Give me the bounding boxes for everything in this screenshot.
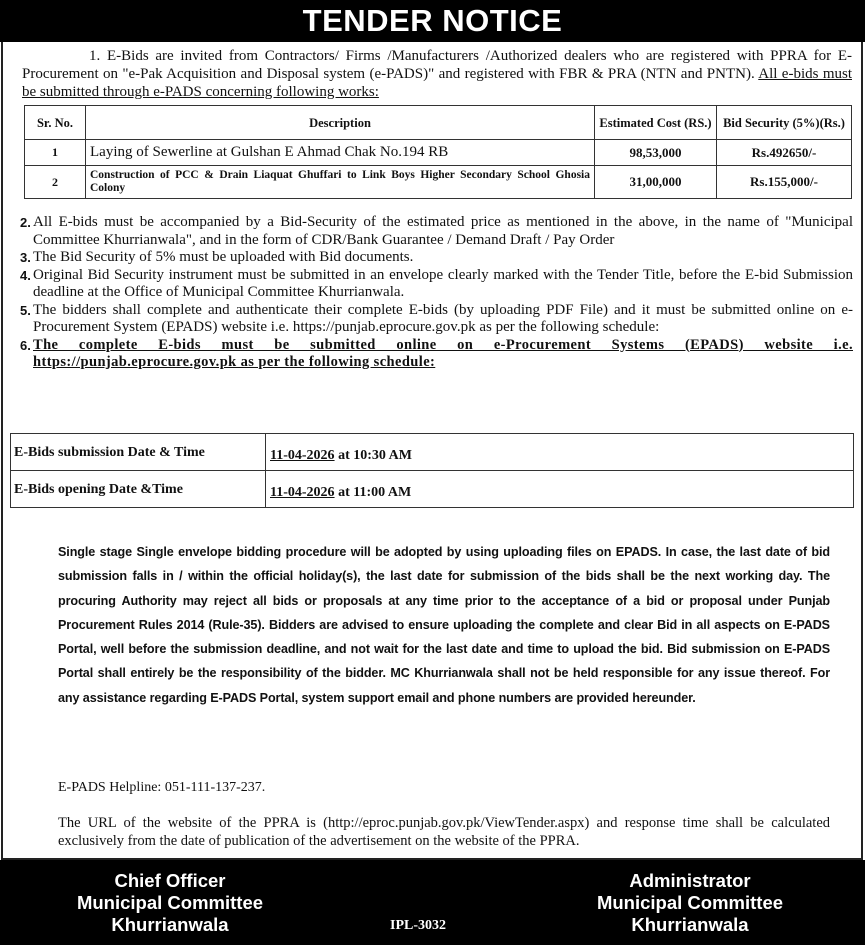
signatory-organization: Municipal Committee [596, 892, 784, 913]
schedule-date: 11-04-2026 [270, 485, 335, 500]
works-table-header [25, 106, 852, 140]
signatory-chief-officer [35, 870, 305, 936]
table-row [25, 166, 852, 199]
intro-text: E-Bids are invited from Contractors/ Firms /Manufacturers /Authorized dealers who are registered with PPRA for E-Procurement on "e-Pak Acquisition and Disposal system (e-PADS)" and registered with FBR & PRA (NTN and PNTN). [22, 48, 852, 82]
ppra-paragraph: The URL of the website of the PPRA is (http://eproc.punjab.gov.pk/ViewTender.aspx) and response time shall be calculated exclusively from the date of publication of the advertisement on the website of the PPRA. [58, 815, 830, 849]
schedule-time: at 11:00 AM [334, 485, 412, 500]
schedule-label: E-Bids submission Date & Time [11, 434, 266, 471]
cell-sr: 2 [25, 166, 86, 199]
page-title: TENDER NOTICE [0, 0, 865, 42]
helpline-text: E-PADS Helpline: 051-111-137-237. [58, 780, 266, 795]
list-item [20, 302, 853, 337]
signatory-title: Chief Officer [114, 870, 226, 891]
list-item [20, 214, 853, 249]
procedure-paragraph: Single stage Single envelope bidding procedure will be adopted by using uploading files on EPADS. In case, the last date of bid submission falls in / within the official holiday(s), the last date for submission of the bids shall be the next working day. The procuring Authority may reject all bids or proposals at any time prior to the acceptance of a bid or proposal under Punjab Procurement Rules 2014 (Rule-35). Bidders are advised to ensure uploading the complete and clear Bid in all aspects on E-PADS Portal, well before the submission deadline, and not wait for the last date and time to upload the bid. Bid submission on E-PADS Portal shall entirely be the responsibility of the bidder. MC Khurrianwala shall not be held responsible for any issue thereof. For any assistance regarding E-PADS Portal, system support email and phone numbers are provided hereunder. [58, 545, 830, 705]
schedule-time: at 10:30 AM [334, 448, 412, 463]
cell-sr: 1 [25, 140, 86, 166]
signatory-location: Khurrianwala [111, 914, 229, 935]
cell-description: Laying of Sewerline at Gulshan E Ahmad Chak No.194 RB [86, 140, 595, 166]
item-number: 3. [20, 250, 31, 265]
cell-estimated-cost: 98,53,000 [595, 140, 717, 166]
signature-footer [0, 860, 865, 945]
conditions-list [20, 214, 853, 372]
schedule-label: E-Bids opening Date &Time [11, 471, 266, 508]
schedule-date: 11-04-2026 [270, 448, 335, 463]
schedule-row-opening [11, 471, 854, 508]
signatory-organization: Municipal Committee [76, 892, 264, 913]
cell-estimated-cost: 31,00,000 [595, 166, 717, 199]
item-text: The Bid Security of 5% must be uploaded with Bid documents. [33, 249, 414, 265]
header-estimated-cost: Estimated Cost (RS.) [595, 106, 717, 140]
item-text: The complete E-bids must be submitted online on e-Procurement Systems (EPADS) website i.e. https://punjab.eprocure.gov.pk as per the following schedule: [33, 336, 853, 370]
header-sr-no: Sr. No. [25, 106, 86, 140]
list-item [20, 249, 853, 267]
list-item [20, 337, 853, 372]
signatory-administrator [555, 870, 825, 936]
intro-number: 1. [89, 48, 101, 64]
header-bid-security: Bid Security (5%)(Rs.) [717, 106, 852, 140]
works-table [24, 105, 852, 199]
item-text: Original Bid Security instrument must be submitted in an envelope clearly marked with the Tender Title, before the E-bid Submission deadline at the Office of Municipal Committee Khurrianwala. [33, 266, 853, 300]
signatory-title: Administrator [629, 870, 751, 891]
item-number: 6. [20, 337, 31, 353]
header-description: Description [86, 106, 595, 140]
item-number: 2. [20, 215, 31, 230]
schedule-value [266, 471, 854, 508]
table-row [25, 140, 852, 166]
item-number: 4. [20, 267, 31, 283]
cell-bid-security: Rs.492650/- [717, 140, 852, 166]
intro-text-underlined: All e-bids must be submitted through e-PADS concerning following works: [22, 66, 852, 100]
intro-paragraph [22, 47, 852, 101]
cell-bid-security: Rs.155,000/- [717, 166, 852, 199]
schedule-value [266, 434, 854, 471]
list-item [20, 267, 853, 302]
item-number: 5. [20, 302, 31, 318]
cell-description: Construction of PCC & Drain Liaquat Ghuffari to Link Boys Higher Secondary School Ghosia Colony [86, 166, 595, 199]
item-text: The bidders shall complete and authenticate their complete E-bids (by uploading PDF File) and it must be submitted online on e-Procurement System (EPADS) website i.e. https://punjab.eprocure.gov.pk as per the following schedule: [33, 301, 853, 335]
signatory-location: Khurrianwala [631, 914, 749, 935]
schedule-row-submission [11, 434, 854, 471]
reference-number: IPL-3032 [390, 918, 446, 933]
item-text: All E-bids must be accompanied by a Bid-Security of the estimated price as mentioned in the above, in the name of "Municipal Committee Khurrianwala", and in the form of CDR/Bank Guarantee / Demand Draft / Pay Order [33, 214, 853, 248]
schedule-table [10, 433, 854, 508]
